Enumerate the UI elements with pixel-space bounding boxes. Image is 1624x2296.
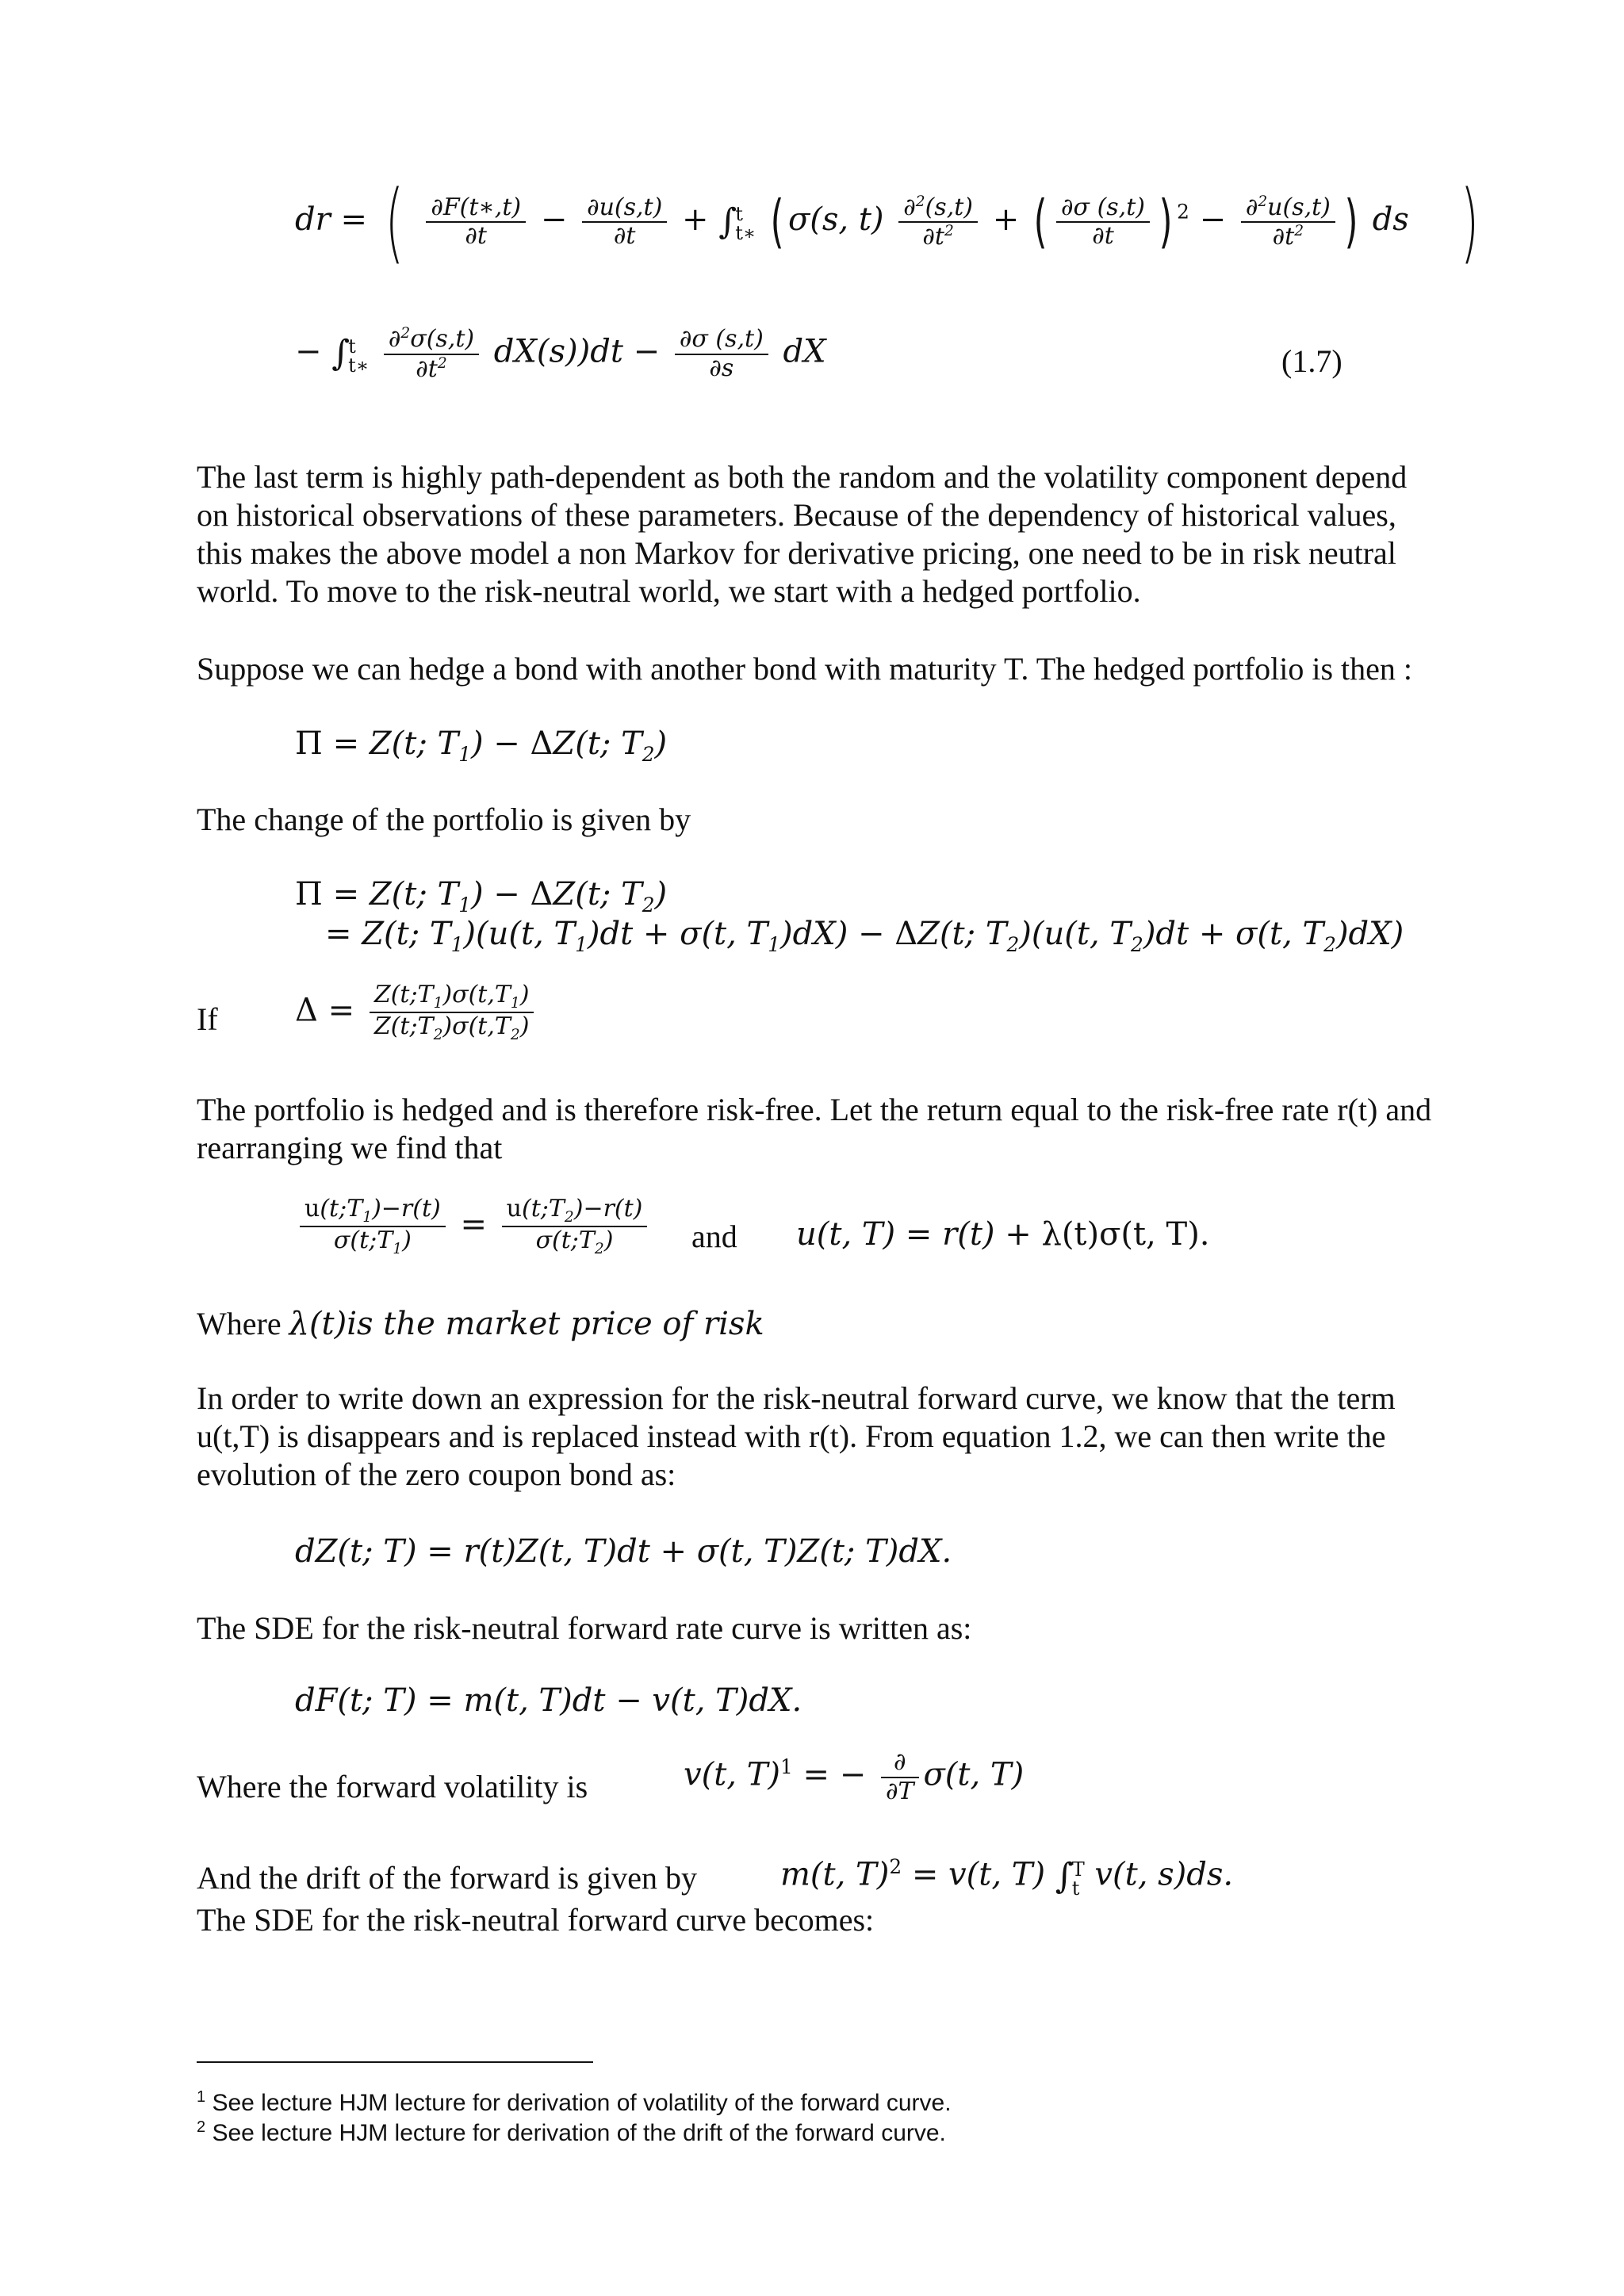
footnote-text: See lecture HJM lecture for derivation of volatility of the forward curve. xyxy=(212,2090,952,2116)
drift-label: And the drift of the forward is given by xyxy=(197,1860,697,1896)
equation-forward-rate-sde: dF(t; T) = m(t, T)dt − v(t, T)dX. xyxy=(295,1682,802,1719)
paragraph-portfolio-change xyxy=(197,801,1434,839)
paragraph-hedge-bond xyxy=(197,650,1434,688)
equation-hedged-portfolio: Π = Z(t; $T_1) - \Delta Z(t$; $T_2$) xyxy=(295,725,668,766)
where-label: Where xyxy=(197,1306,282,1341)
equation-forward-volatility: v(t, T)$^1$ = − $\frac{\partial}{\partial T}$ σ(t, T) xyxy=(684,1748,1025,1805)
paragraph-text: Suppose we can hedge a bond with another bond with maturity T. The hedged portfolio is then : xyxy=(197,651,1413,687)
paragraph-sde-forward-rate xyxy=(197,1609,1434,1647)
equation-delta: Δ = $\frac{Z(t;T_1)\sigma(t,T_1)}{Z(t;T_2)\sigma(t,T_2)}$ xyxy=(295,982,538,1044)
footnote-separator xyxy=(197,2061,593,2063)
equation-ratio: $\frac{u(t;T_1)-r(t)}{\sigma(t;T_1)}$ = $\frac{u(t;T_2)-r(t)}{\sigma(t;T_2)}$ xyxy=(295,1196,652,1258)
equation-zero-coupon-bond: dZ(t; T) = r(t)Z(t, T)dt + σ(t, T)Z(t; T)dX. xyxy=(295,1533,952,1570)
paragraph-path-dependence xyxy=(197,458,1434,610)
paragraph-risk-free xyxy=(197,1091,1434,1167)
paragraph-sde-forward-curve xyxy=(197,1901,1434,1939)
and-label: and xyxy=(691,1219,737,1254)
footnote-mark: 2 xyxy=(197,2118,206,2136)
market-price-of-risk-line: Where λ(t)is the market price of risk xyxy=(197,1306,764,1342)
paragraph-text: In order to write down an expression for the risk-neutral forward curve, we know that the term u(t,T) is disappears and is replaced instead with r(t). From equation 1.2, we can then write the evolution of the zero coupon bond as: xyxy=(197,1380,1396,1492)
footnote-2 xyxy=(197,2112,946,2149)
footnote-text: See lecture HJM lecture for derivation of the drift of the forward curve. xyxy=(212,2120,946,2146)
paragraph-text: The last term is highly path-dependent as both the random and the volatility component depend on historical observations of these parameters. Because of the dependency of historical values, this makes the above model a non Markov for derivative pricing, one need to be in risk neutral world. To move to the risk-neutral world, we start with a hedged portfolio. xyxy=(197,459,1408,609)
forward-volatility-label: Where the forward volatility is xyxy=(197,1769,588,1804)
where-tail: is the market price of risk xyxy=(347,1306,764,1342)
equation-portfolio-change-line-2: = Z(t; $T_1)(u(t$, $T_1)dt + \sigma(t$, $T_1)dX) - \Delta Z(t$; $T_2)(u(t$, $T_2)dt + \sigma(t$, $T_2)dX$) xyxy=(325,916,1404,956)
equation-1-7-line-1: dr = ( $\frac{\partial F(t∗,t)}{\partial t}$ − $\frac{\partial u(s,t)}{\partial t}$ + ∫ t t∗ ( σ(s, t) $\frac{\partial^2(s,t)}{\partial t^2}$ + ( $\frac{\partial\sigma (s,t)}{\partial t}$ ) $^2$ − $\frac{\partial^2u(s,t)}{\partial t^2}$ ) ds ) xyxy=(295,171,1480,273)
equation-drift-u: u(t, T) = r(t) + λ(t)σ(t, T). xyxy=(796,1216,1210,1253)
paragraph-text: The SDE for the risk-neutral forward curve becomes: xyxy=(197,1902,875,1938)
equation-forward-drift: m(t, T)$^2$ = v(t, T) ∫ T t v(t, s)ds. xyxy=(780,1855,1234,1900)
paragraph-text: The change of the portfolio is given by xyxy=(197,802,691,837)
equation-1-7-line-2: − ∫ t t∗ $\frac{\partial^2\sigma(s,t)}{\partial t^2}$ dX(s))dt − $\frac{\partial\sigma (s,t)}{\partial s}$ dX xyxy=(295,325,826,383)
paragraph-text: The portfolio is hedged and is therefore risk-free. Let the return equal to the risk-free rate r(t) and rearranging we find that xyxy=(197,1092,1432,1165)
equation-number: (1.7) xyxy=(1281,343,1342,379)
if-label: If xyxy=(197,1001,218,1037)
paragraph-text: The SDE for the risk-neutral forward rate curve is written as: xyxy=(197,1610,972,1646)
equation-portfolio-change-line-1: Π = Z(t; $T_1) - \Delta Z(t$; $T_2$) xyxy=(295,876,668,916)
paragraph-forward-curve xyxy=(197,1380,1434,1494)
footnote-mark: 1 xyxy=(197,2088,206,2106)
